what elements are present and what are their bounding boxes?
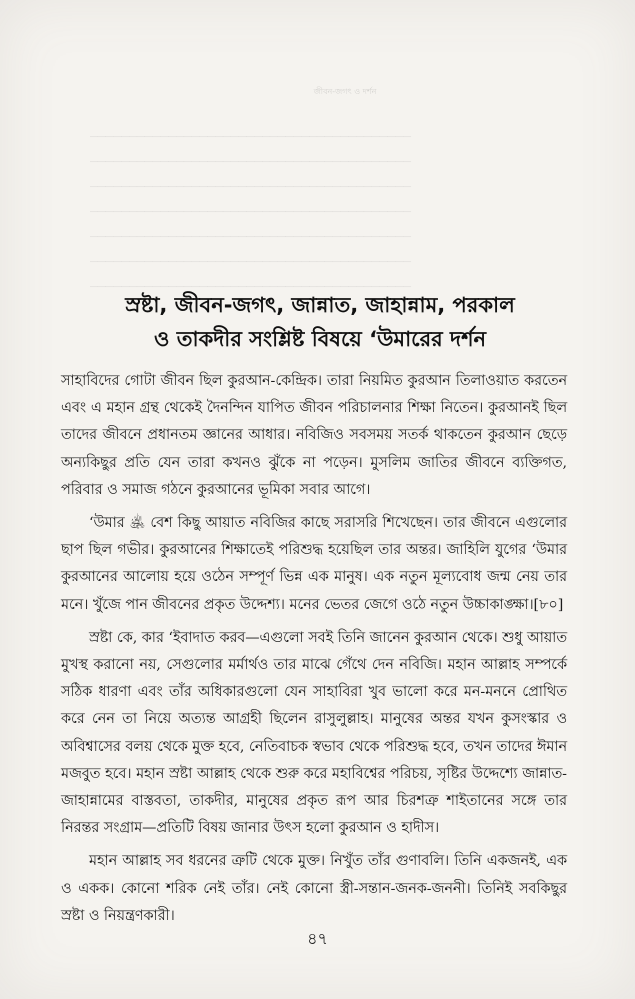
show-through-text: ───────────────────────────────────────── ───────────────────────────────────────── ───────────────────────────────────────── ───────────────────────────────────────── ───────────────────────────────────────── ───────────────────────────────────────── ─────────────────────────────────────────: [90, 130, 411, 295]
chapter-title: [60, 288, 580, 356]
running-head: জীবন-জগৎ ও দর্শন: [313, 87, 377, 96]
chapter-title-line-1: স্রষ্টা, জীবন-জগৎ, জান্নাত, জাহান্নাম, পরকাল: [125, 293, 515, 317]
body-text: [61, 368, 567, 936]
chapter-title-line-2: ও তাকদীর সংশ্লিষ্ট বিষয়ে ‘উমারের দর্শন: [153, 327, 487, 351]
paragraph: স্রষ্টা কে, কার ‘ইবাদাত করব—এগুলো সবই তিনি জানেন কুরআন থেকে। শুধু আয়াত মুখস্থ করানো নয়, সেগুলোর মর্মার্থও তার মাঝে গেঁথে দেন নবিজি। মহান আল্লাহ সম্পর্কে সঠিক ধারণা এবং তাঁর অধিকারগুলো যেন সাহাবিরা খুব ভালো করে মন-মননে প্রোথিত করে নেন তা নিয়ে অত্যন্ত আগ্রহী ছিলেন রাসুলুল্লাহ। মানুষের অন্তর যখন কুসংস্কার ও অবিশ্বাসের বলয় থেকে মুক্ত হবে, নেতিবাচক স্বভাব থেকে পরিশুদ্ধ হবে, তখন তাদের ঈমান মজবুত হবে। মহান স্রষ্টা আল্লাহ থেকে শুরু করে মহাবিশ্বের পরিচয়, সৃষ্টির উদ্দেশ্যে জান্নাত-জাহান্নামের বাস্তবতা, তাকদীর, মানুষের প্রকৃত রূপ আর চিরশত্রু শাইতানের সঙ্গে তার নিরন্তর সংগ্রাম—প্রতিটি বিষয় জানার উৎস হলো কুরআন ও হাদীস।: [61, 629, 567, 837]
paragraph: মহান আল্লাহ সব ধরনের ত্রুটি থেকে মুক্ত। নিখুঁত তাঁর গুণাবলি। তিনি একজনই, এক ও একক। কোনো শরিক নেই তাঁর। নেই কোনো স্ত্রী-সন্তান-জনক-জননী। তিনিই সবকিছুর স্রষ্টা ও নিয়ন্ত্রণকারী।: [61, 853, 567, 924]
paragraph: ‘উমার ﵁ বেশ কিছু আয়াত নবিজির কাছে সরাসরি শিখেছেন। তার জীবনে এগুলোর ছাপ ছিল গভীর। কুরআনের শিক্ষাতেই পরিশুদ্ধ হয়েছিল তার অন্তর। জাহিলি যুগের ‘উমার কুরআনের আলোয় হয়ে ওঠেন সম্পূর্ণ ভিন্ন এক মানুষ। এক নতুন মূল্যবোধ জন্ম নেয় তার মনে। খুঁজে পান জীবনের প্রকৃত উদ্দেশ্য। মনের ভেতর জেগে ওঠে নতুন উচ্চাকাঙ্ক্ষা।[৮০]: [61, 515, 567, 613]
paragraph: সাহাবিদের গোটা জীবন ছিল কুরআন-কেন্দ্রিক। তারা নিয়মিত কুরআন তিলাওয়াত করতেন এবং এ মহান গ্রন্থ থেকেই দৈনন্দিন যাপিত জীবন পরিচালনার শিক্ষা নিতেন। কুরআনই ছিল তাদের জীবনে প্রধানতম জ্ঞানের আধার। নবিজিও সবসময় সতর্ক থাকতেন কুরআন ছেড়ে অন্যকিছুর প্রতি যেন তারা কখনও ঝুঁকে না পড়েন। মুসলিম জাতির জীবনে ব্যক্তিগত, পরিবার ও সমাজ গঠনে কুরআনের ভূমিকা সবার আগে।: [61, 373, 567, 498]
page-number: ৪৭: [307, 929, 328, 948]
